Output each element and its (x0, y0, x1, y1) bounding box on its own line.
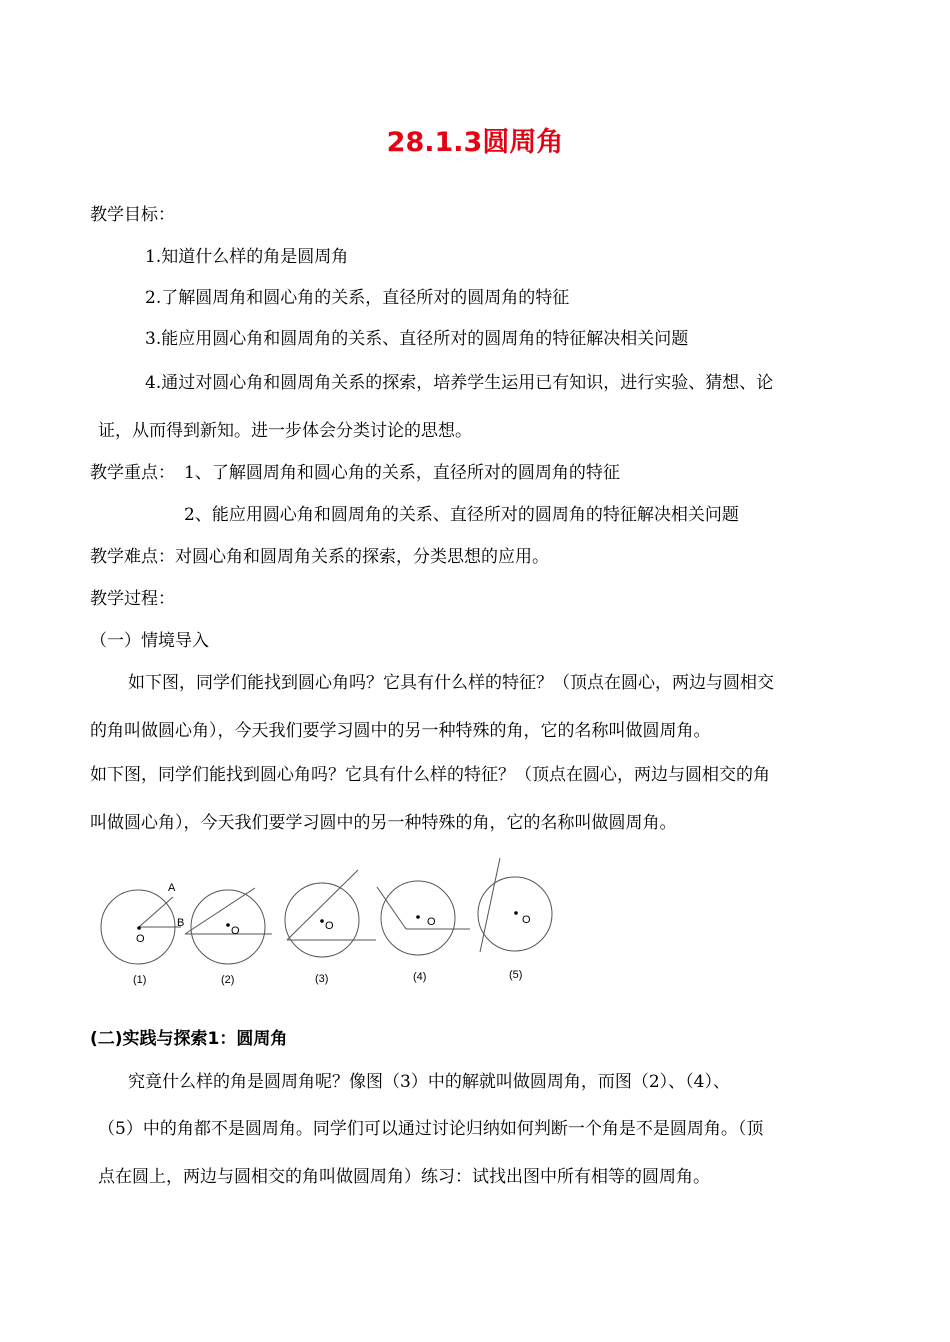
figure-caption: (2) (221, 974, 235, 986)
paragraph-line: 叫做圆心角），今天我们要学习圆中的另一种特殊的角，它的名称叫做圆周角。 (90, 813, 677, 833)
center-dot (416, 915, 420, 919)
point-label-a: A (168, 882, 176, 894)
center-dot (514, 911, 518, 915)
paragraph-line: 如下图，同学们能找到圆心角吗？它具有什么样的特征？（顶点在圆心，两边与圆相交的角 (90, 765, 770, 785)
goal-item: 3.能应用圆心角和圆周角的关系、直径所对的圆周角的特征解决相关问题 (145, 329, 689, 349)
center-label: O (325, 920, 334, 932)
figure-caption: (3) (315, 973, 329, 985)
key-point-item: 2、能应用圆心角和圆周角的关系、直径所对的圆周角的特征解决相关问题 (184, 505, 739, 525)
goal-item-continued: 证，从而得到新知。进一步体会分类讨论的思想。 (98, 421, 472, 441)
goal-item: 1.知道什么样的角是圆周角 (145, 247, 349, 267)
figure-caption: (1) (133, 974, 147, 986)
center-dot (137, 926, 141, 930)
figure-caption: (4) (413, 971, 427, 983)
center-label: O (231, 925, 240, 937)
center-label: O (522, 914, 531, 926)
goal-item: 2.了解圆周角和圆心角的关系，直径所对的圆周角的特征 (145, 288, 570, 308)
angle-side (480, 858, 500, 952)
center-label: O (427, 916, 436, 928)
key-points-label: 教学重点： (90, 463, 175, 483)
goal-item: 4.通过对圆心角和圆周角关系的探索，培养学生运用已有知识，进行实验、猜想、论 (145, 373, 774, 393)
key-point-item: 1、了解圆周角和圆心角的关系，直径所对的圆周角的特征 (184, 463, 620, 483)
paragraph-line: 的角叫做圆心角），今天我们要学习圆中的另一种特殊的角，它的名称叫做圆周角。 (90, 721, 711, 741)
paragraph-line: （5）中的角都不是圆周角。同学们可以通过讨论归纳如何判断一个角是不是圆周角。（顶 (98, 1119, 764, 1139)
difficulty-text: 教学难点：对圆心角和圆周角关系的探索，分类思想的应用。 (90, 547, 549, 567)
goals-heading: 教学目标： (90, 205, 175, 225)
process-heading: 教学过程： (90, 589, 175, 609)
angle-side (185, 888, 255, 934)
page-title: 28.1.3圆周角 (386, 127, 564, 158)
radius-oa (139, 897, 173, 927)
center-dot (320, 919, 324, 923)
angle-side (287, 870, 358, 940)
center-label: O (136, 933, 145, 945)
paragraph-line: 如下图，同学们能找到圆心角吗？它具有什么样的特征？（顶点在圆心，两边与圆相交 (128, 673, 774, 693)
circle-2 (191, 890, 265, 964)
figure-caption: (5) (509, 969, 523, 981)
center-dot (226, 923, 230, 927)
section-heading: （一）情境导入 (90, 631, 209, 651)
point-label-b: B (177, 917, 185, 929)
paragraph-line: 究竟什么样的角是圆周角呢？像图（3）中的解就叫做圆周角，而图（2）、（4）、 (128, 1072, 730, 1092)
paragraph-line: 点在圆上，两边与圆相交的角叫做圆周角）练习：试找出图中所有相等的圆周角。 (98, 1167, 710, 1187)
section-heading: (二)实践与探索1：圆周角 (90, 1029, 288, 1049)
